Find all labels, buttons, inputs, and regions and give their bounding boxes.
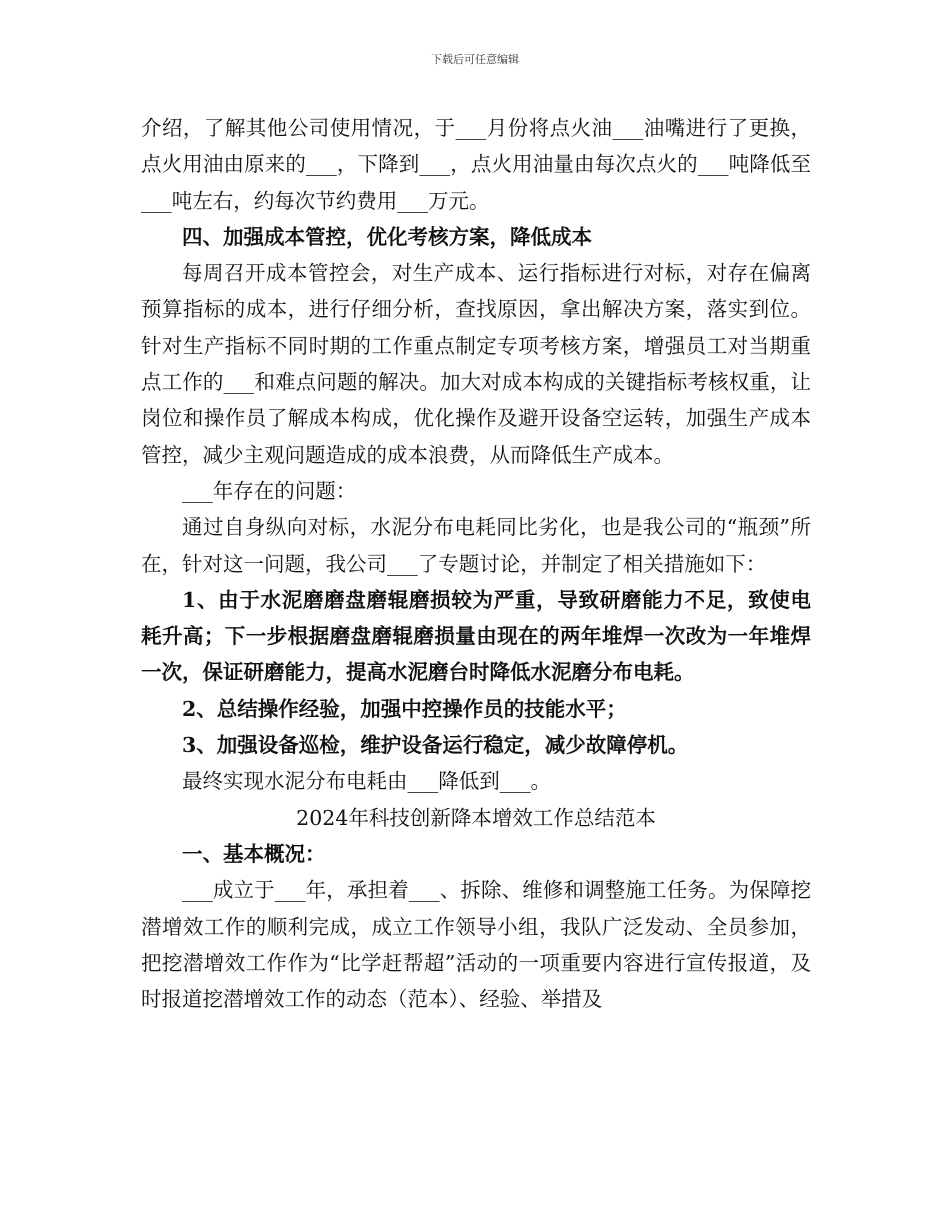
page-header: 下载后可任意编辑 — [431, 53, 519, 66]
measure-item-2: 2、总结操作经验，加强中控操作员的技能水平； — [182, 696, 627, 721]
paragraph-final-goal: 最终实现水泥分布电耗由___降低到___。 — [182, 769, 551, 794]
paragraph-overview: ___成立于___年，承担着___、拆除、维修和调整施工任务。为保障挖潜增效工作的顺利完成，成立工作领导小组，我队广泛发动、全员参加，把挖潜增效工作作为“比学赶帮超”活动的一项重要内容进行宣传报道，及时报道挖潜增效工作的动态（范本）、经验、举措及 — [141, 878, 811, 1012]
measure-item-3: 3、加强设备巡检，维护设备运行稳定，减少故障停机。 — [182, 733, 689, 758]
section-heading-overview: 一、基本概况： — [182, 841, 326, 866]
document-title: 2024年科技创新降本增效工作总结范本 — [296, 805, 656, 830]
paragraph-ignition-oil: 介绍，了解其他公司使用情况，于___月份将点火油___油嘴进行了更换，点火用油由原来的___，下降到___，点火用油量由每次点火的___吨降低至___吨左右，约每次节约费用___万元。 — [141, 116, 811, 213]
paragraph-cost-meeting: 每周召开成本管控会，对生产成本、运行指标进行对标，对存在偏离预算指标的成本，进行仔细分析，查找原因，拿出解决方案，落实到位。针对生产指标不同时期的工作重点制定专项考核方案，增强员工对当期重点工作的___和难点问题的解决。加大对成本构成的关键指标考核权重，让岗位和操作员了解成本构成，优化操作及避开设备空运转，加强生产成本管控，减少主观问题造成的成本浪费，从而降低生产成本。 — [141, 261, 811, 467]
paragraph-problems-heading: ___年存在的问题： — [182, 478, 357, 503]
paragraph-benchmark: 通过自身纵向对标，水泥分布电耗同比劣化，也是我公司的“瓶颈”所在，针对这一问题，我公司___了专题讨论，并制定了相关措施如下： — [141, 515, 811, 576]
measure-item-1: 1、由于水泥磨磨盘磨辊磨损较为严重，导致研磨能力不足，致使电耗升高；下一步根据磨盘磨辊磨损量由现在的两年堆焊一次改为一年堆焊一次，保证研磨能力，提高水泥磨台时降低水泥磨分布电耗。 — [141, 587, 811, 685]
section-heading-cost-control: 四、加强成本管控，优化考核方案，降低成本 — [182, 224, 592, 249]
document-body — [141, 110, 811, 1017]
